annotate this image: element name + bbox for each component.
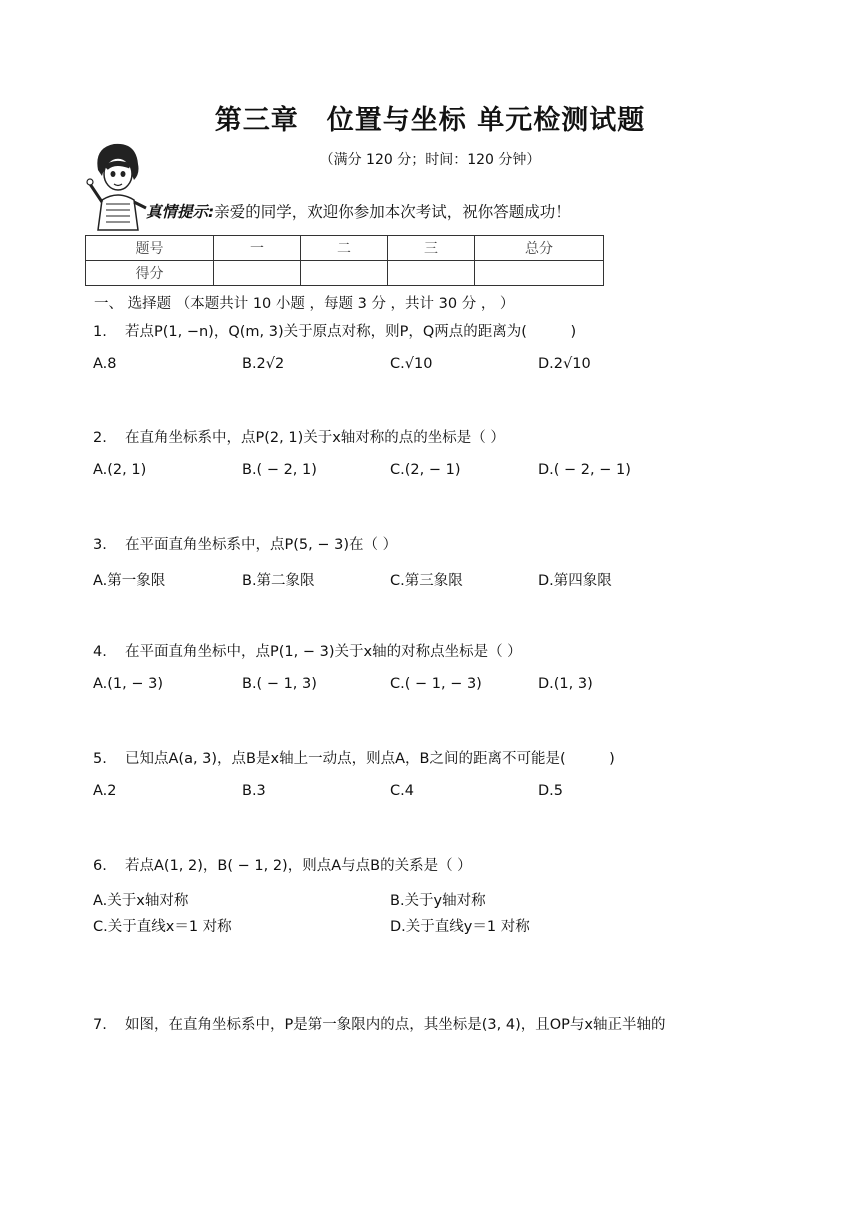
option-a: A.8 <box>93 356 117 372</box>
option-b: B.第二象限 <box>242 573 315 589</box>
option-a: A.(1, − 3) <box>93 676 164 692</box>
question-number: 5. <box>93 751 107 767</box>
section-heading: 一、 选择题 （本题共计 10 小题 ，每题 3 分 ，共计 30 分 ， ） <box>94 296 515 312</box>
question-stem: 在平面直角坐标系中，点P(5, − 3)在（ ） <box>125 537 398 553</box>
question-stem: 若点P(1, −n)，Q(m, 3)关于原点对称，则P，Q两点的距离为( ) <box>125 324 577 340</box>
exam-info: （满分 120 分；时间：120 分钟） <box>319 152 541 168</box>
score-table-header-cell: 二 <box>301 236 388 261</box>
option-b: B.3 <box>242 783 266 799</box>
score-table-header-cell: 总分 <box>475 236 604 261</box>
tip-text: 亲爱的同学，欢迎你参加本次考试，祝你答题成功！ <box>214 203 571 221</box>
score-table-header-row <box>86 236 604 261</box>
question-1 <box>93 320 576 341</box>
option-d: D.( − 2, − 1) <box>538 462 631 478</box>
score-table-header-cell: 一 <box>214 236 301 261</box>
score-table <box>85 235 604 286</box>
score-table-score-row <box>86 261 604 286</box>
question-stem: 若点A(1, 2)，B( − 1, 2)，则点A与点B的关系是（ ） <box>125 858 472 874</box>
option-d: D.2√10 <box>538 356 591 372</box>
option-c: C.4 <box>390 783 414 799</box>
option-c: C.( − 1, − 3) <box>390 676 482 692</box>
question-stem: 在平面直角坐标中，点P(1, − 3)关于x轴的对称点坐标是（ ） <box>125 644 522 660</box>
question-number: 7. <box>93 1017 107 1033</box>
option-c: C.(2, − 1) <box>390 462 461 478</box>
option-d: D.5 <box>538 783 563 799</box>
question-6 <box>93 854 472 875</box>
question-7 <box>93 1013 665 1034</box>
option-d: D.关于直线y＝1 对称 <box>390 919 530 935</box>
score-table-header-cell: 题号 <box>86 236 214 261</box>
option-c: C.关于直线x＝1 对称 <box>93 919 232 935</box>
option-c: C.√10 <box>390 356 433 372</box>
question-5 <box>93 747 615 768</box>
question-number: 4. <box>93 644 107 660</box>
question-number: 6. <box>93 858 107 874</box>
option-d: D.第四象限 <box>538 573 612 589</box>
score-table-header-cell: 三 <box>388 236 475 261</box>
option-c: C.第三象限 <box>390 573 463 589</box>
teacher-cartoon-icon <box>84 140 150 232</box>
tip-label: 真情提示: <box>146 203 215 221</box>
question-number: 2. <box>93 430 107 446</box>
question-stem: 如图，在直角坐标系中，P是第一象限内的点，其坐标是(3, 4)，且OP与x轴正半轴的 <box>125 1017 666 1033</box>
option-b: B.( − 1, 3) <box>242 676 317 692</box>
question-number: 3. <box>93 537 107 553</box>
score-cell[interactable] <box>475 261 604 286</box>
option-a: A.(2, 1) <box>93 462 147 478</box>
question-3 <box>93 533 397 554</box>
page-title: 第三章 位置与坐标 单元检测试题 <box>214 105 646 136</box>
question-2 <box>93 426 505 447</box>
option-b: B.2√2 <box>242 356 285 372</box>
option-a: A.2 <box>93 783 117 799</box>
option-a: A.第一象限 <box>93 573 166 589</box>
option-b: B.关于y轴对称 <box>390 893 486 909</box>
score-row-label: 得分 <box>86 261 214 286</box>
option-d: D.(1, 3) <box>538 676 593 692</box>
option-b: B.( − 2, 1) <box>242 462 317 478</box>
question-stem: 在直角坐标系中，点P(2, 1)关于x轴对称的点的坐标是（ ） <box>125 430 505 446</box>
score-cell[interactable] <box>301 261 388 286</box>
option-a: A.关于x轴对称 <box>93 893 189 909</box>
question-stem: 已知点A(a, 3)，点B是x轴上一动点，则点A，B之间的距离不可能是( ) <box>125 751 615 767</box>
encouragement-tip <box>146 200 571 222</box>
question-number: 1. <box>93 324 107 340</box>
score-cell[interactable] <box>388 261 475 286</box>
question-4 <box>93 640 522 661</box>
score-cell[interactable] <box>214 261 301 286</box>
